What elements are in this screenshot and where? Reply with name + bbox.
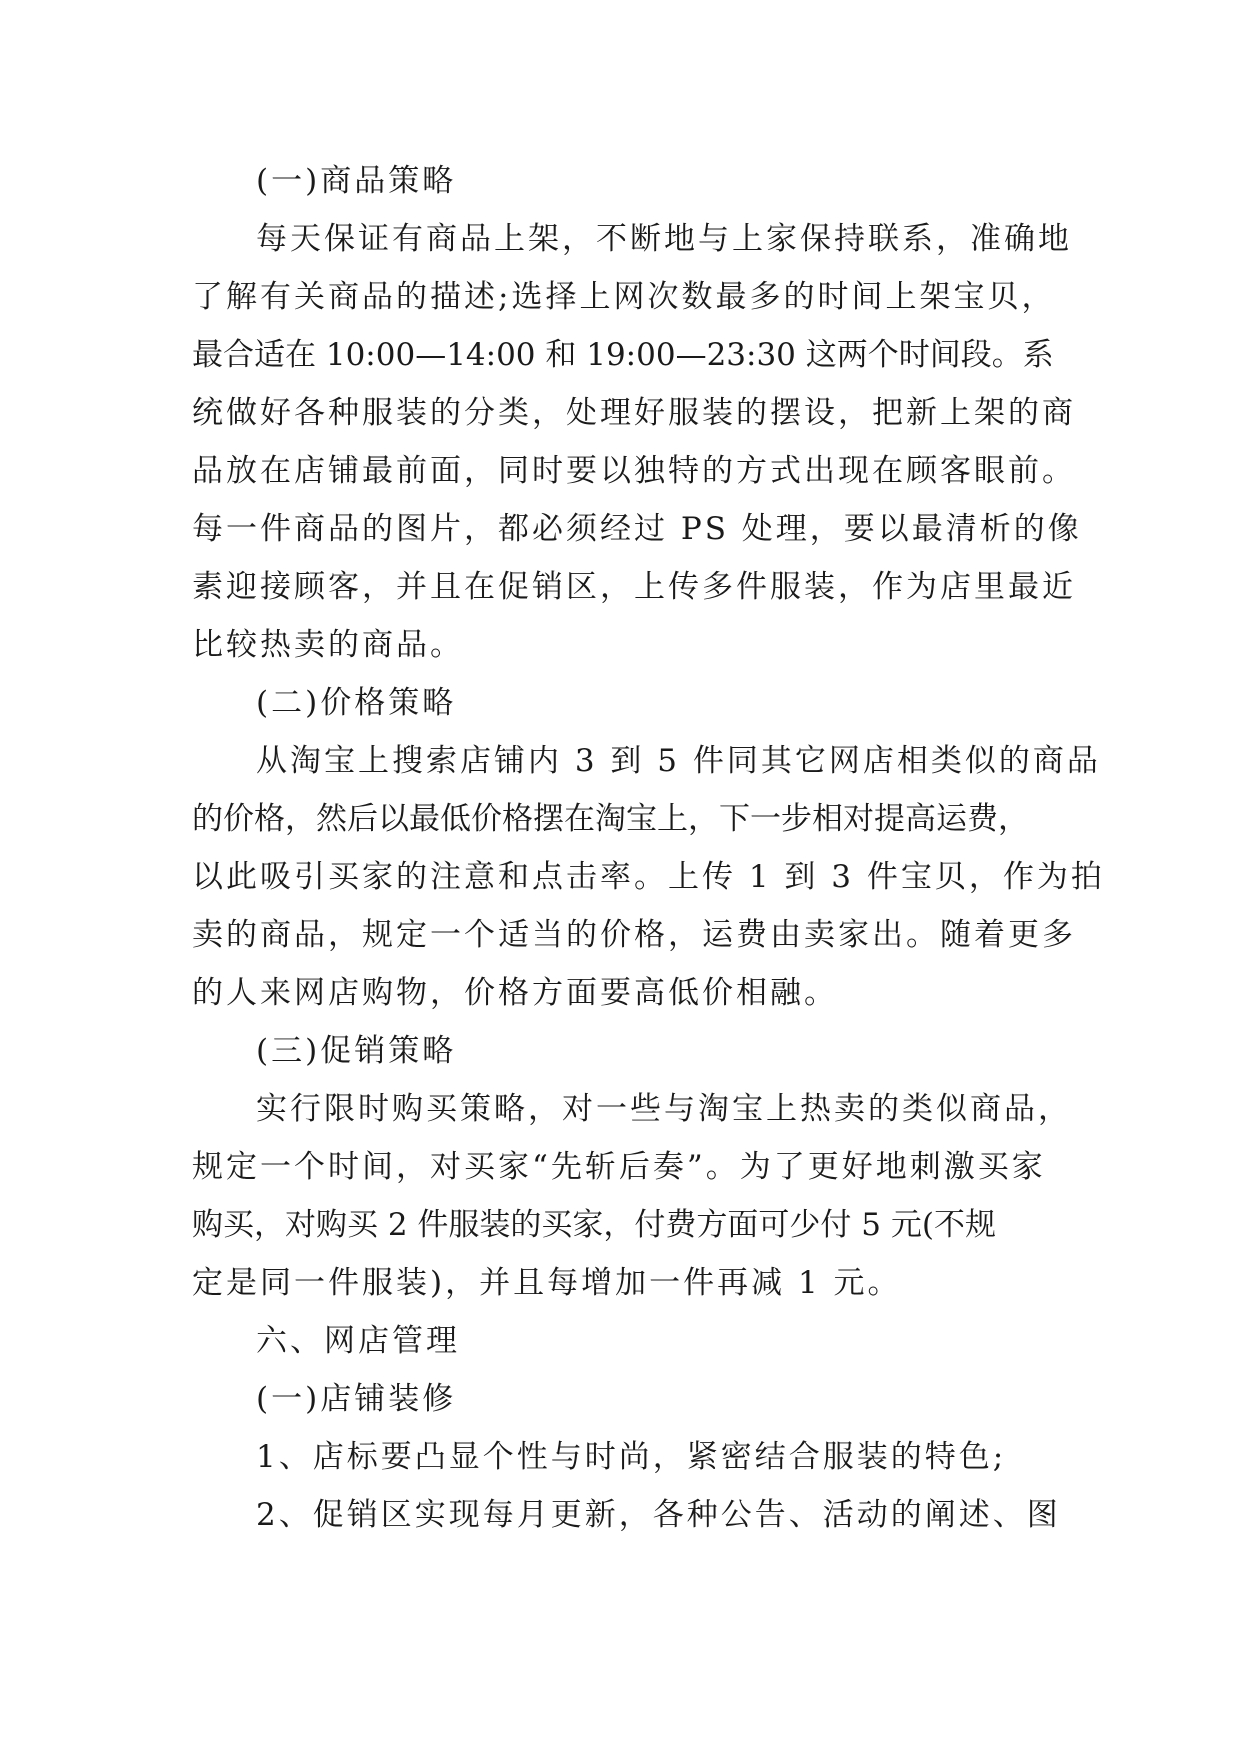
paragraph-line: 定是同一件服装)，并且每增加一件再减 1 元。 (192, 1265, 902, 1301)
paragraph-line: 从淘宝上搜索店铺内 3 到 5 件同其它网店相类似的商品 (256, 743, 1101, 779)
paragraph-line: 统做好各种服装的分类，处理好服装的摆设，把新上架的商 (192, 395, 1076, 431)
paragraph-line: 了解有关商品的描述;选择上网次数最多的时间上架宝贝， (192, 279, 1056, 315)
paragraph-line: 实行限时购买策略，对一些与淘宝上热卖的类似商品， (256, 1091, 1072, 1127)
paragraph-line: 规定一个时间，对买家“先斩后奏”。为了更好地刺激买家 (192, 1149, 1046, 1185)
paragraph-line: 的人来网店购物，价格方面要高低价相融。 (192, 975, 838, 1011)
paragraph-line: 卖的商品，规定一个适当的价格，运费由卖家出。随着更多 (192, 917, 1076, 953)
list-item: 1、店标要凸显个性与时尚，紧密结合服装的特色; (256, 1439, 1007, 1475)
list-item: 2、促销区实现每月更新，各种公告、活动的阐述、图 (256, 1497, 1061, 1533)
section-heading-price-strategy: (二)价格策略 (256, 685, 457, 721)
paragraph-line: 最合适在 10:00—14:00 和 19:00—23:30 这两个时间段。系 (192, 337, 1054, 373)
paragraph-line: 比较热卖的商品。 (192, 627, 464, 663)
section-heading-promotion-strategy: (三)促销策略 (256, 1033, 457, 1069)
paragraph-line: 的价格，然后以最低价格摆在淘宝上，下一步相对提高运费， (192, 801, 1029, 837)
paragraph-line: 以此吸引买家的注意和点击率。上传 1 到 3 件宝贝，作为拍 (192, 859, 1105, 895)
paragraph-line: 购买，对购买 2 件服装的买家，付费方面可少付 5 元(不规 (192, 1207, 996, 1243)
section-heading-product-strategy: (一)商品策略 (256, 163, 457, 199)
paragraph-line: 品放在店铺最前面，同时要以独特的方式出现在顾客眼前。 (192, 453, 1076, 489)
section-heading-store-management: 六、网店管理 (256, 1323, 460, 1359)
paragraph-line: 每天保证有商品上架，不断地与上家保持联系，准确地 (256, 221, 1072, 257)
paragraph-line: 素迎接顾客，并且在促销区，上传多件服装，作为店里最近 (192, 569, 1076, 605)
paragraph-line: 每一件商品的图片，都必须经过 PS 处理，要以最清析的像 (192, 511, 1082, 547)
section-heading-store-decoration: (一)店铺装修 (256, 1381, 457, 1417)
document-body (192, 152, 1105, 1544)
